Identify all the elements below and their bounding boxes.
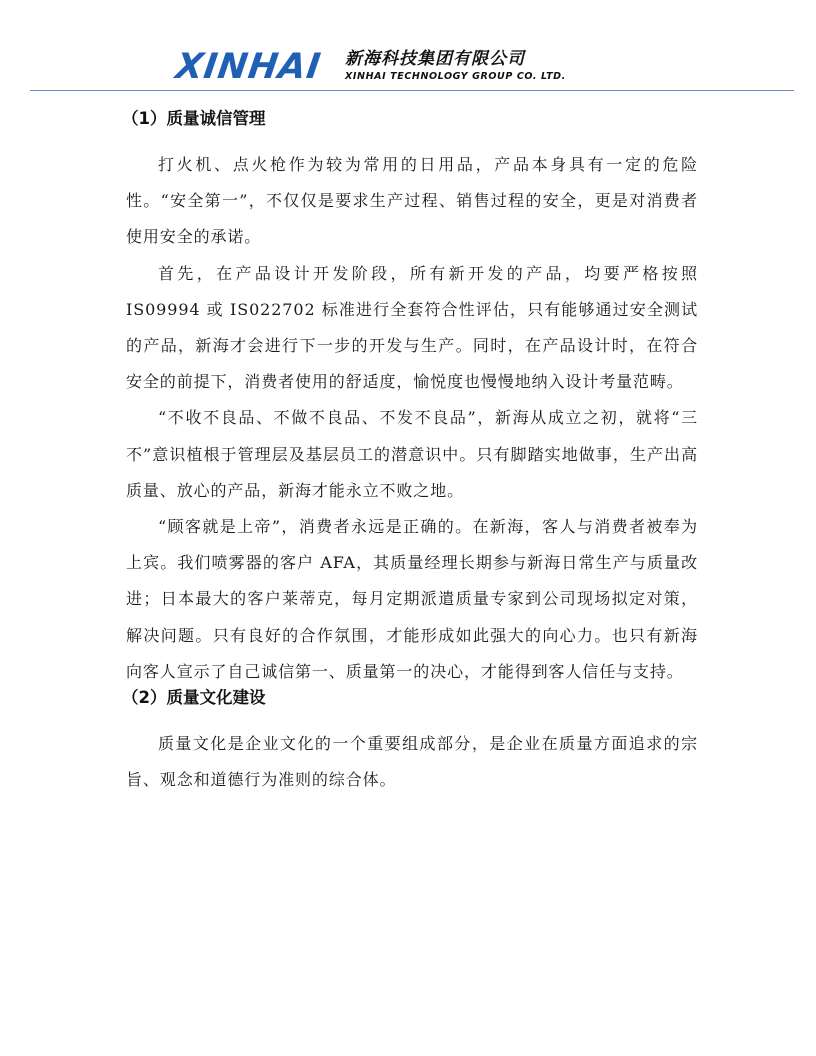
paragraph: 首先，在产品设计开发阶段，所有新开发的产品，均要严格按照 IS09994 或 IS022702 标准进行全套符合性评估，只有能够通过安全测试的产品，新海才会进行下一步的开发与生产。同时，在产品设计时，在符合安全的前提下，消费者使用的舒适度，愉悦度也慢慢地纳入设计考量范畴。 (126, 263, 698, 392)
section-heading-quality-culture: （2）质量文化建设 (122, 688, 266, 708)
company-logo-wordmark: XINHAI (173, 47, 324, 87)
document-body (122, 104, 698, 798)
section-heading-quality-integrity: （1）质量诚信管理 (122, 109, 266, 128)
company-name-english: XINHAI TECHNOLOGY GROUP CO. LTD. (345, 71, 566, 82)
paragraph: 打火机、点火枪作为较为常用的日用品，产品本身具有一定的危险性。“安全第一”，不仅仅是要求生产过程、销售过程的安全，更是对消费者使用安全的承诺。 (126, 155, 698, 247)
company-name-chinese: 新海科技集团有限公司 (345, 49, 525, 69)
paragraph: 质量文化是企业文化的一个重要组成部分，是企业在质量方面追求的宗旨、观念和道德行为准则的综合体。 (126, 734, 698, 790)
page-header (0, 0, 816, 96)
paragraph: “不收不良品、不做不良品、不发不良品”，新海从成立之初，就将“三不”意识植根于管理层及基层员工的潜意识中。只有脚踏实地做事，生产出高质量、放心的产品，新海才能永立不败之地。 (126, 408, 698, 500)
header-divider (30, 90, 794, 91)
paragraph: “顾客就是上帝”，消费者永远是正确的。在新海，客人与消费者被奉为上宾。我们喷雾器的客户 AFA，其质量经理长期参与新海日常生产与质量改进；日本最大的客户莱蒂克，每月定期派遣质量专家到公司现场拟定对策，解决问题。只有良好的合作氛围，才能形成如此强大的向心力。也只有新海向客人宣示了自己诚信第一、质量第一的决心，才能得到客人信任与支持。 (126, 517, 698, 681)
